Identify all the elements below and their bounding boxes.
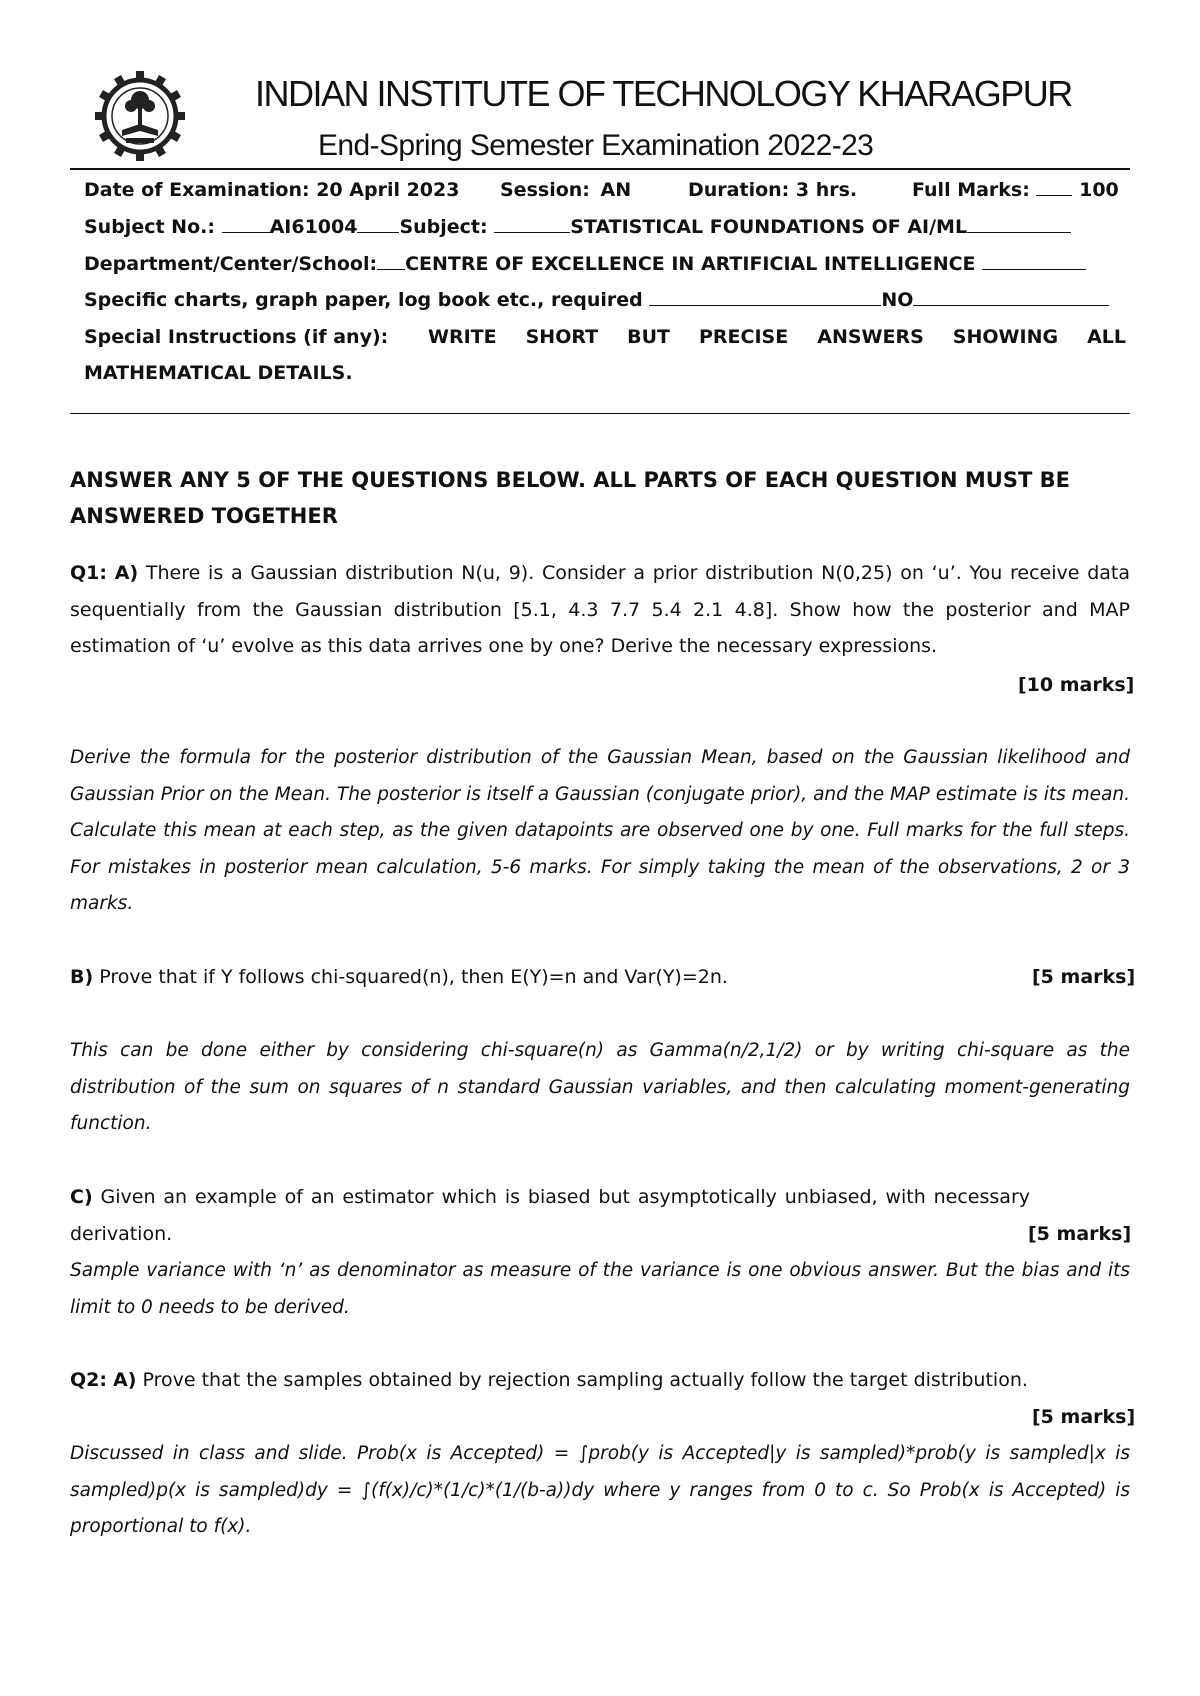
q2-a-question: Prove that the samples obtained by rejection sampling actually follow the target distribution. (142, 1369, 1028, 1391)
q1-a-marks: [10 marks] (1018, 674, 1135, 696)
info-duration: Duration: 3 hrs. (688, 179, 858, 201)
q1-part-b (70, 959, 1130, 996)
q1-c-label: C) (70, 1186, 93, 1208)
blank-line (357, 216, 399, 233)
q1-b-question: Prove that if Y follows chi-squared(n), then E(Y)=n and Var(Y)=2n. (99, 966, 728, 988)
blank-line (913, 289, 1109, 306)
info-row-subject (84, 214, 1071, 240)
q2-label: Q2: (70, 1369, 107, 1391)
q2-a-answer-note: Discussed in class and slide. Prob(x is Accepted) = ∫prob(y is Accepted|y is sampled)*prob(y is sampled|x is sampled)p(x is sampled)dy = ∫(f(x)/c)*(1/c)*(1/(b-a))dy where y ranges from 0 to c. So Prob(x is Accepted) is proportional to f(x). (70, 1443, 1130, 1537)
q2-a-label: A) (113, 1369, 137, 1391)
blank-line (967, 216, 1071, 233)
blank-line (982, 253, 1086, 270)
q2-part-a (70, 1362, 1130, 1399)
q1-a-answer-note: Derive the formula for the posterior distribution of the Gaussian Mean, based on the Gaussian likelihood and Gaussian Prior on the Mean. The posterior is itself a Gaussian (conjugate prior), and the MAP estimate is its mean. Calculate this mean at each step, as the given datapoints are observed one by one. Full marks for the full steps. For mistakes in posterior mean calculation, 5-6 marks. For simply taking the mean of the observations, 2 or 3 marks. (70, 747, 1130, 914)
q1-b-marks: [5 marks] (1032, 966, 1136, 988)
blank-line (494, 216, 570, 233)
q2-a-marks: [5 marks] (1032, 1406, 1136, 1428)
session-label: Session: (500, 179, 590, 201)
special-value-line2: MATHEMATICAL DETAILS. (84, 362, 353, 384)
blank-line (1036, 179, 1072, 196)
exam-title: End-Spring Semester Examination 2022-23 (318, 129, 874, 162)
info-row-date (84, 177, 459, 203)
q1-c-answer-note: Sample variance with ‘n’ as denominator as measure of the variance is one obvious answer. But the bias and its limit to 0 needs to be derived. (70, 1260, 1130, 1318)
blank-line (649, 289, 881, 306)
department-label: Department/Center/School: (84, 253, 378, 275)
department-value: CENTRE OF EXCELLENCE IN ARTIFICIAL INTELLIGENCE (405, 253, 976, 275)
blank-line (222, 216, 270, 233)
info-session (500, 177, 631, 203)
q1-label: Q1: (70, 562, 107, 584)
q1-c-marks: [5 marks] (1028, 1223, 1132, 1245)
iit-kgp-emblem-icon (94, 70, 186, 162)
q1-part-c (70, 1179, 1030, 1252)
q1-b-label: B) (70, 966, 94, 988)
full-marks-value: 100 (1079, 179, 1119, 201)
info-row-department (84, 251, 1086, 277)
subject-no-value: AI61004 (269, 216, 358, 238)
info-row-charts (84, 287, 1109, 313)
header-divider (70, 168, 1130, 170)
info-full-marks (912, 177, 1119, 203)
charts-value: NO (881, 289, 914, 311)
info-divider (70, 413, 1130, 414)
full-marks-label: Full Marks: (912, 179, 1030, 201)
subject-no-label: Subject No.: (84, 216, 215, 238)
q1-part-a (70, 555, 1130, 665)
q1-b-answer-note: This can be done either by considering chi-square(n) as Gamma(n/2,1/2) or by writing chi-square as the distribution of the sum on squares of n standard Gaussian variables, and then calculating moment-generating function. (70, 1040, 1130, 1134)
q1-a-question: There is a Gaussian distribution N(u, 9). Consider a prior distribution N(0,25) on ‘u’. You receive data sequentially from the Gaussian distribution [5.1, 4.3 7.7 5.4 2.1 4.8]. Show how the posterior and MAP estimation of ‘u’ evolve as this data arrives one by one? Derive the necessary expressions. (70, 562, 1130, 657)
q1-a-label: A) (114, 562, 139, 584)
charts-label: Specific charts, graph paper, log book etc., required (84, 289, 643, 311)
session-value: AN (600, 179, 632, 201)
institute-name: INDIAN INSTITUTE OF TECHNOLOGY KHARAGPUR (255, 73, 1072, 114)
blank-line (377, 253, 405, 270)
special-value-line1: WRITE SHORT BUT PRECISE ANSWERS SHOWING ALL (428, 326, 1126, 348)
exam-date: Date of Examination: 20 April 2023 (84, 179, 460, 201)
info-row-special (84, 324, 388, 350)
q1-c-question: Given an example of an estimator which is biased but asymptotically unbiased, with necessary derivation. (70, 1186, 1030, 1245)
general-instruction: ANSWER ANY 5 OF THE QUESTIONS BELOW. ALL PARTS OF EACH QUESTION MUST BE ANSWERED TOGETHER (70, 468, 1070, 528)
subject-label: Subject: (399, 216, 488, 238)
subject-value: STATISTICAL FOUNDATIONS OF AI/ML (570, 216, 968, 238)
special-label: Special Instructions (if any): (84, 326, 389, 348)
